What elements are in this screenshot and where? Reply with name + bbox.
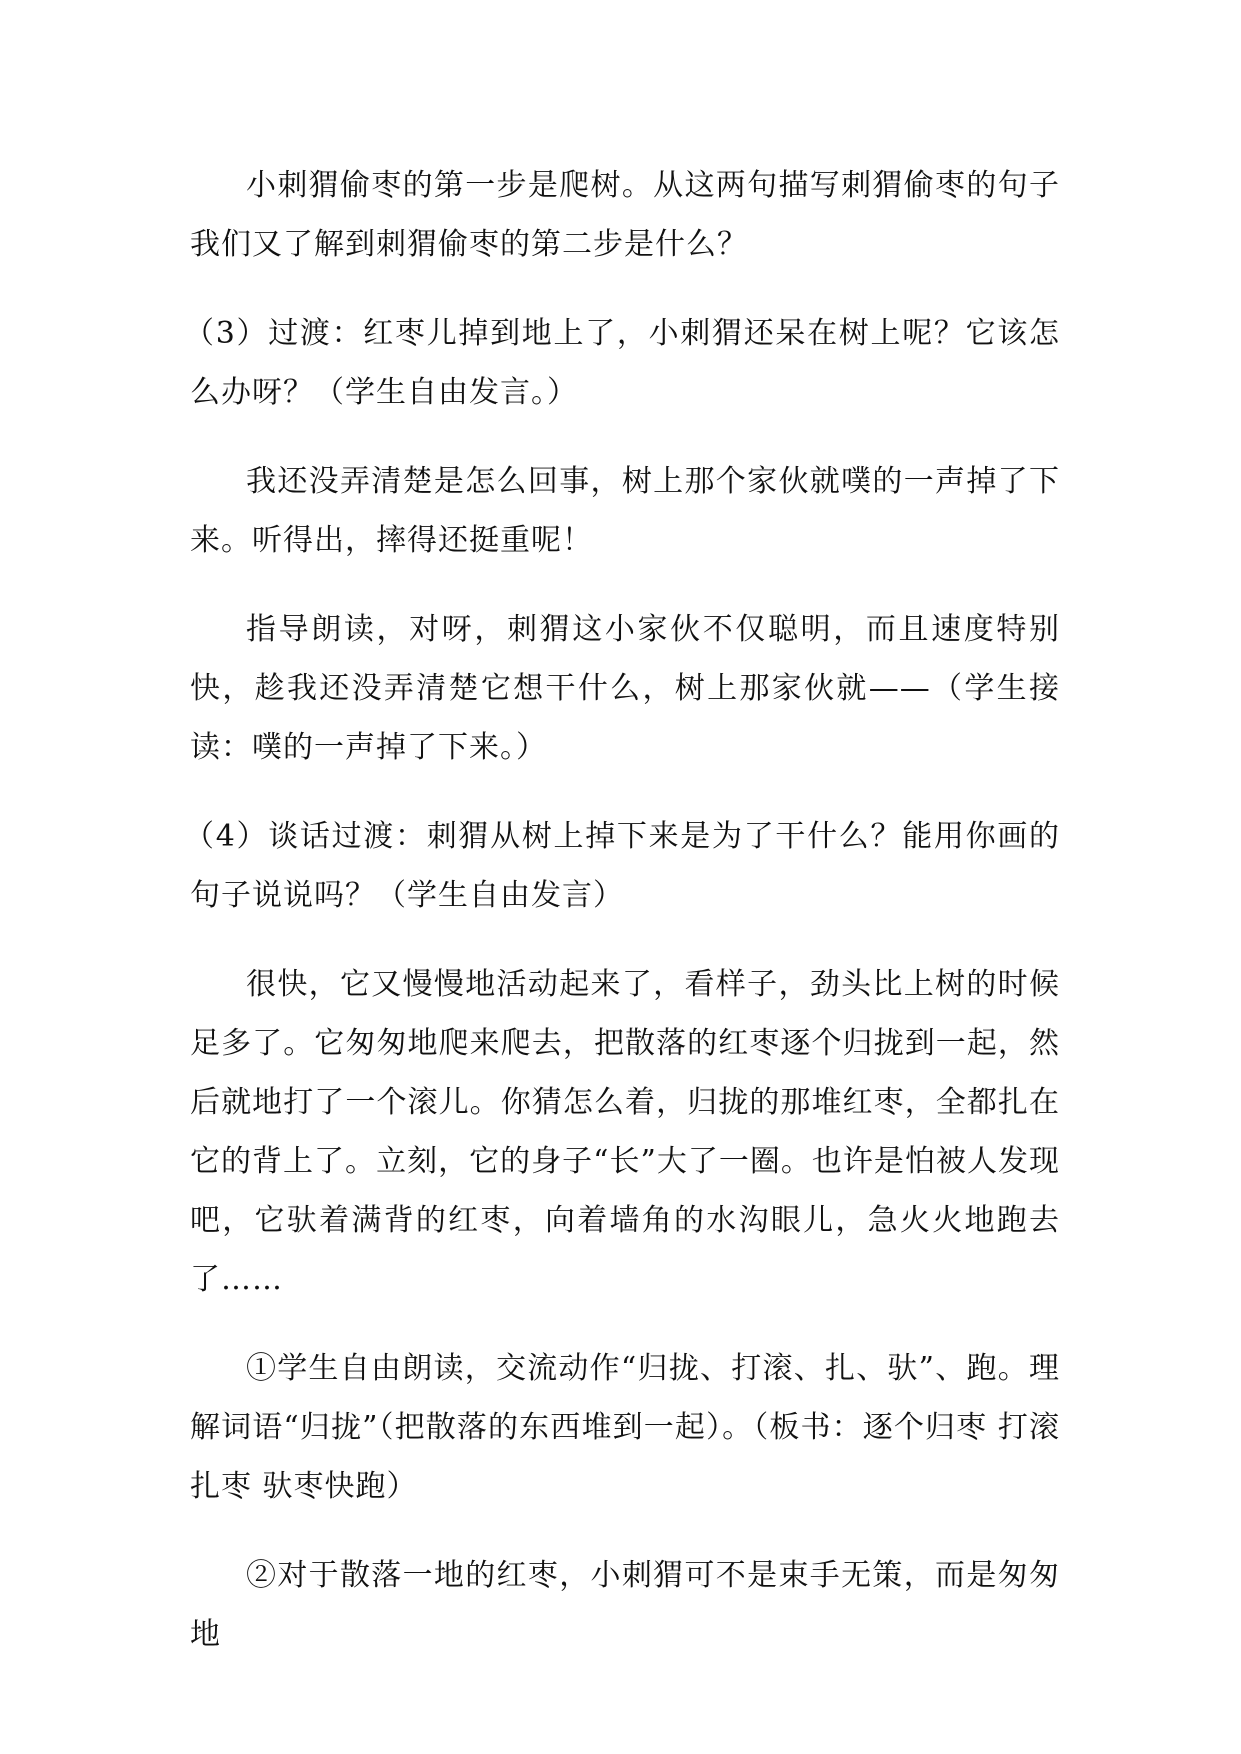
paragraph-gather-dates: 很快，它又慢慢地活动起来了，看样子，劲头比上树的时候足多了。它匆匆地爬来爬去，把散落的红枣逐个归拢到一起，然后就地打了一个滚儿。你猜怎么着，归拢的那堆红枣，全都扎在它的背上了。立刻，它的身子“长”大了一圈。也许是怕被人发现吧，它驮着满背的红枣，向着墙角的水沟眼儿，急火火地跑去了…… bbox=[190, 967, 1060, 1297]
paragraph-fell-down: 我还没弄清楚是怎么回事，树上那个家伙就噗的一声掉了下来。听得出，摔得还挺重呢！ bbox=[190, 464, 1060, 558]
paragraph-guided-reading: 指导朗读，对呀，刺猬这小家伙不仅聪明，而且速度特别快，趁我还没弄清楚它想干什么，树上那家伙就——（学生接读：噗的一声掉了下来。） bbox=[190, 612, 1060, 765]
paragraph-climb-tree: 小刺猬偷枣的第一步是爬树。从这两句描写刺猬偷枣的句子我们又了解到刺猬偷枣的第二步是什么？ bbox=[190, 168, 1060, 262]
paragraph-note-2: ②对于散落一地的红枣，小刺猬可不是束手无策，而是匆匆地 bbox=[190, 1558, 1060, 1652]
document-page bbox=[184, 156, 1060, 1694]
paragraph-transition-3: （3）过渡：红枣儿掉到地上了，小刺猬还呆在树上呢？它该怎么办呀？（学生自由发言。） bbox=[184, 316, 1060, 410]
paragraph-note-1: ①学生自由朗读，交流动作“归拢、打滚、扎、驮”、跑。理解词语“归拢”（把散落的东西堆到一起）。（板书：逐个归枣 打滚扎枣 驮枣快跑） bbox=[190, 1351, 1060, 1504]
paragraph-transition-4: （4）谈话过渡：刺猬从树上掉下来是为了干什么？能用你画的句子说说吗？（学生自由发言） bbox=[184, 819, 1060, 913]
